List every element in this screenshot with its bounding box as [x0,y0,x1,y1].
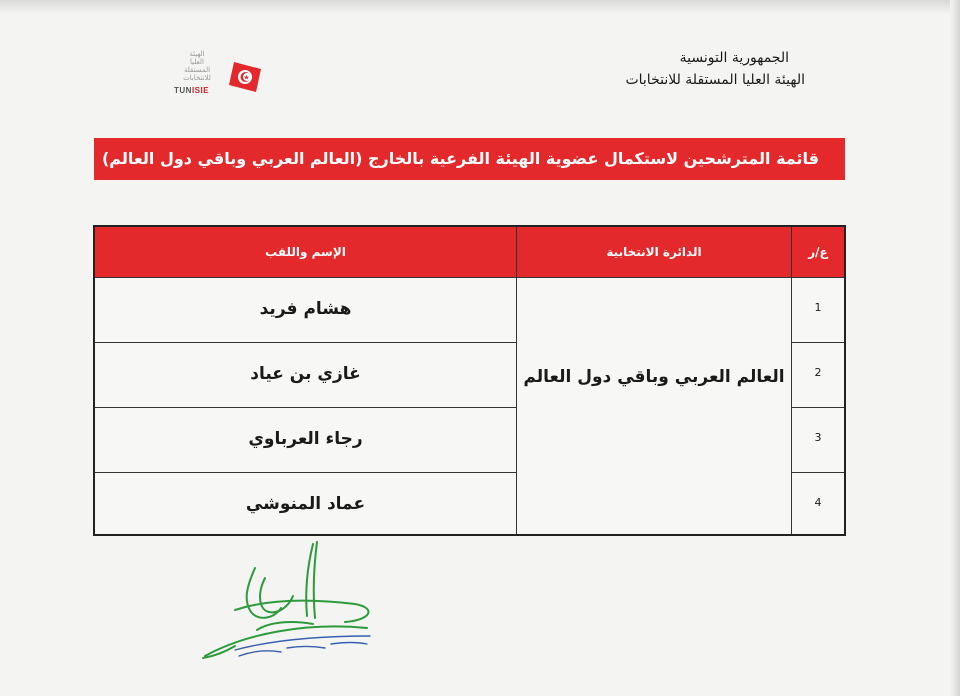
header-number: ع/ر [808,245,828,259]
district-cell: العالم العربي وباقي دول العالم [523,367,785,387]
header-text [625,50,805,88]
logo-line-3: المستقلة [183,66,211,74]
candidates-table [93,225,846,536]
table-header [95,227,844,277]
row-divider [792,472,844,473]
candidate-name: رجاء العرباوي [248,429,363,449]
logo-line-2: العليا [189,58,205,66]
column-divider [791,227,792,534]
logo-abbr-prefix: TUN [174,86,192,95]
row-number: 4 [814,496,822,509]
row-number: 2 [814,366,822,379]
candidate-name: غازي بن عياد [250,364,361,384]
tunisia-flag-icon [228,60,262,94]
row-number: 3 [814,431,822,444]
logo-abbreviation [174,86,209,95]
row-divider [95,342,516,343]
row-number: 1 [814,301,822,314]
candidate-name: هشام فريد [259,299,352,319]
president-signature [195,538,395,678]
isie-logo [168,48,268,104]
logo-line-1: الهيئة [189,50,205,58]
title-banner [94,138,845,180]
document-title: قائمة المترشحين لاستكمال عضوية الهيئة الفرعية بالخارج (العالم العربي وباقي دول العالم) [101,149,819,168]
header-district: الدائرة الانتخابية [606,245,702,259]
authority-name: الهيئة العليا المستقلة للانتخابات [625,72,805,88]
logo-line-4: للانتخابات [183,74,211,82]
logo-text [168,50,226,82]
row-divider [95,277,844,278]
row-divider [95,407,516,408]
row-divider [792,342,844,343]
country-name: الجمهورية التونسية [679,50,789,66]
logo-abbr-highlight: ISIE [191,86,210,95]
header-name: الإسم واللقب [265,245,346,259]
scan-shadow-right [950,0,960,696]
candidate-name: عماد المنوشي [245,494,366,514]
row-divider [792,407,844,408]
row-divider [95,472,516,473]
scan-shadow-top [0,0,960,14]
